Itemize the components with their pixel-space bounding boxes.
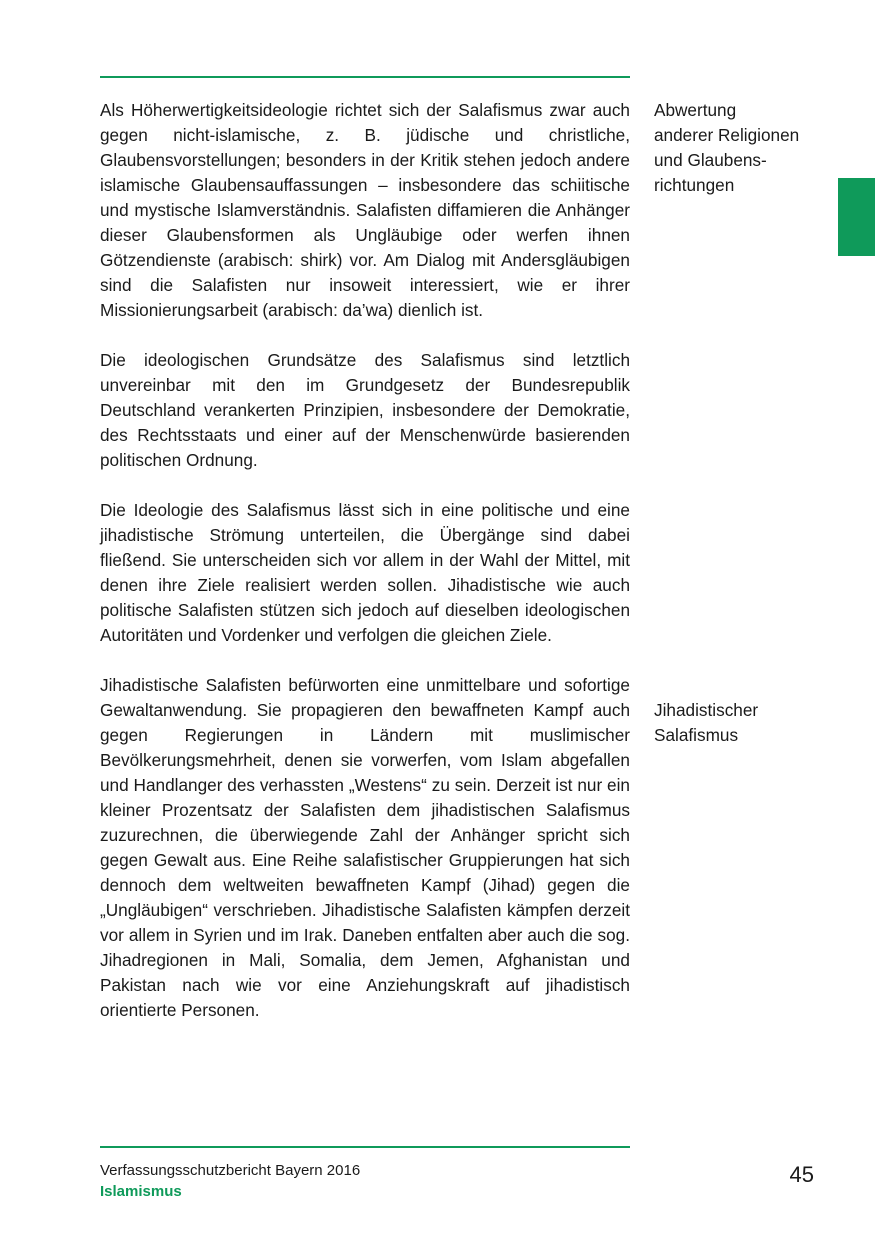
main-text-column (100, 98, 630, 1023)
page-footer (100, 1160, 630, 1202)
margin-note-abwertung: Abwertung anderer Religionen und Glaubens- richtungen (654, 100, 800, 195)
bottom-rule (100, 1146, 630, 1148)
paragraph-4: Jihadistische Salafisten befürworten eine unmittelbare und sofortige Gewaltanwendung. Sie propagieren den bewaffneten Kampf auch gegen Regierungen in Ländern mit muslimischer Bevölkerungsmehrheit, denen sie vorwerfen, vom Islam abgefallen und Handlanger des verhassten „Westens“ zu sein. Derzeit ist nur ein kleiner Prozentsatz der Salafisten dem jihadistischen Salafismus zuzurechnen, die überwiegende Zahl der Anhänger spricht sich gegen Gewalt aus. Eine Reihe salafistischer Gruppierungen hat sich dennoch dem weltweiten bewaffneten Kampf (Jihad) gegen die „Ungläubigen“ verschrieben. Jihadistische Salafisten kämpfen derzeit vor allem in Syrien und im Irak. Daneben entfalten aber auch die sog. Jihadregionen in Mali, Somalia, dem Jemen, Afghanistan und Pakistan nach wie vor eine Anziehungskraft auf jihadistisch orientierte Personen. (100, 675, 630, 1020)
top-rule (100, 76, 630, 78)
margin-note-jihadistischer-salafismus: Jihadistischer Salafismus (654, 700, 759, 745)
footer-section-title: Islamismus (100, 1183, 182, 1200)
footer-report-title: Verfassungsschutzbericht Bayern 2016 (100, 1162, 361, 1179)
paragraph-3: Die Ideologie des Salafismus lässt sich in eine politische und eine jihadistische Strömung unterteilen, die Übergänge sind dabei fließend. Sie unterscheiden sich vor allem in der Wahl der Mittel, mit denen ihre Ziele realisiert werden sollen. Jihadistische wie auch politische Salafisten stützen sich jedoch auf dieselben ideologischen Autoritäten und Vordenker und verfolgen die gleichen Ziele. (100, 500, 630, 645)
paragraph-2: Die ideologischen Grundsätze des Salafismus sind letztlich unvereinbar mit den im Grundgesetz der Bundesrepublik Deutschland verankerten Prinzipien, insbesondere der Demokratie, des Rechtsstaats und einer auf der Menschenwürde basierenden politischen Ordnung. (100, 350, 630, 470)
page-number: 45 (789, 1162, 814, 1187)
paragraph-1: Als Höherwertigkeitsideologie richtet sich der Salafismus zwar auch gegen nicht-islamische, z. B. jüdische und christliche, Glaubensvorstellungen; besonders in der Kritik stehen jedoch andere islamische Glaubensauffassungen – insbesondere das schiitische und mystische Islamverständnis. Salafisten diffamieren die Anhänger dieser Glaubensformen als Ungläubige oder werfen ihnen Götzendienste (arabisch: shirk) vor. Am Dialog mit Andersgläubigen sind die Salafisten nur insoweit interessiert, wie er ihrer Missionierungsarbeit (arabisch: da’wa) dienlich ist. (100, 100, 630, 320)
